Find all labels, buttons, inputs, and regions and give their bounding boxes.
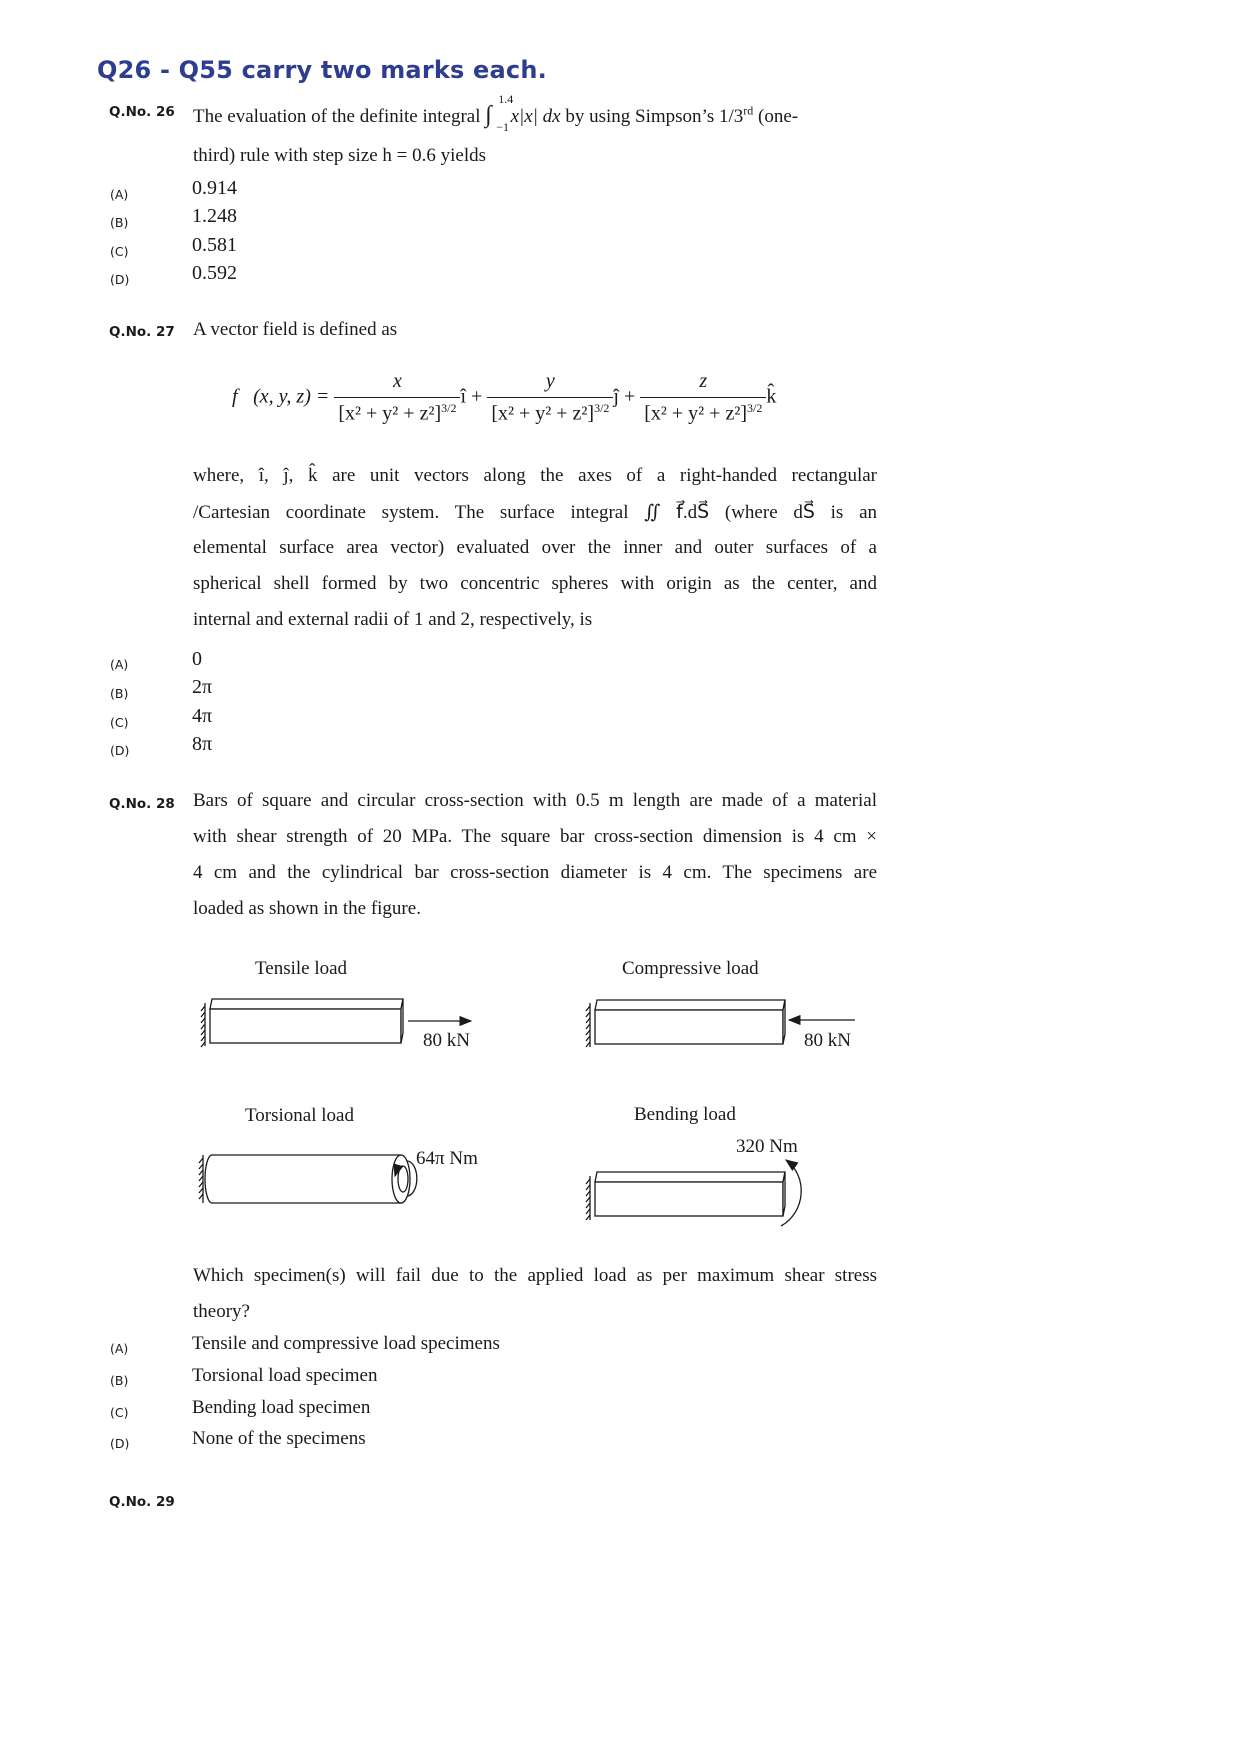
torsional-load-label: Torsional load: [245, 1105, 354, 1126]
bending-load-label: Bending load: [634, 1104, 736, 1125]
q26-option-c-label: (C): [110, 244, 129, 259]
q28-option-a-label: (A): [110, 1341, 129, 1356]
fraction-y: [487, 370, 613, 426]
q27-para-line-5: internal and external radii of 1 and 2, respectively, is: [193, 609, 593, 630]
q28-question-line-2: theory?: [193, 1301, 250, 1322]
bending-moment-label: 320 Nm: [736, 1136, 798, 1157]
fraction-x: [334, 370, 460, 426]
tensile-force-label: 80 kN: [423, 1030, 470, 1051]
fraction-z: [640, 370, 766, 426]
q28-option-d-text: None of the specimens: [192, 1428, 366, 1449]
fraction-x-denominator: $[x^2 + y^2 + z^2]^{3/2}$: [338, 401, 457, 425]
compressive-force-label: 80 kN: [804, 1030, 851, 1051]
q27-option-b-label: (B): [110, 686, 129, 701]
q27-intro: A vector field is defined as: [193, 319, 398, 340]
fraction-z-denominator: $[x^2 + y^2 + z^2]^{3/2}$: [644, 401, 763, 425]
q26-option-a-text: 0.914: [192, 177, 237, 199]
q26-option-d-text: 0.592: [192, 262, 237, 284]
q26-line-2: third) rule with step size h = 0.6 yields: [193, 145, 487, 166]
q28-option-c-text: Bending load specimen: [192, 1397, 371, 1418]
q27-option-b-text: 2π: [192, 676, 213, 698]
integral-upper-limit: 1.4: [498, 92, 514, 106]
q26-text-c: (one-: [753, 106, 799, 127]
q28-para-line-4: loaded as shown in the figure.: [193, 898, 421, 919]
q28-option-b-label: (B): [110, 1373, 129, 1388]
q26-text-b: by using Simpson’s 1/3: [560, 106, 744, 127]
question-number-29: Q.No. 29: [109, 1494, 175, 1510]
q27-para-line-1: where, î, ĵ, k̂ are unit vectors along the axes of a right-handed rectangular: [193, 465, 877, 486]
q26-superscript-rd: rd: [743, 103, 754, 118]
fraction-y-numerator: y: [487, 370, 613, 398]
q27-para-line-2: /Cartesian coordinate system. The surface integral ∬ f⃗.dS⃗ (where dS⃗ is an: [193, 502, 877, 523]
q26-option-a-label: (A): [110, 187, 129, 202]
unit-j: ĵ +: [613, 385, 636, 408]
q26-option-b-text: 1.248: [192, 205, 237, 227]
q28-option-a-text: Tensile and compressive load specimens: [192, 1333, 500, 1354]
question-number-28: Q.No. 28: [109, 796, 175, 812]
vector-field-formula: [232, 370, 776, 426]
torsional-cylinder: [199, 1155, 417, 1203]
q28-para-line-2: with shear strength of 20 MPa. The square bar cross-section dimension is 4 cm ×: [193, 826, 877, 847]
q27-option-d-text: 8π: [192, 733, 213, 755]
tensile-load-label: Tensile load: [255, 958, 348, 979]
fraction-z-numerator: z: [640, 370, 766, 398]
unit-k: k̂: [766, 385, 777, 408]
q26-option-b-label: (B): [110, 215, 129, 230]
q27-option-a-label: (A): [110, 657, 129, 672]
q26-option-d-label: (D): [110, 272, 130, 287]
torsional-moment-label: 64π Nm: [416, 1148, 478, 1169]
q27-option-a-text: 0: [192, 648, 202, 670]
q28-question-line-1: Which specimen(s) will fail due to the applied load as per maximum shear stress: [193, 1265, 877, 1286]
q27-para-line-3: elemental surface area vector) evaluated over the inner and outer surfaces of a: [193, 537, 877, 558]
q28-para-line-3: 4 cm and the cylindrical bar cross-section diameter is 4 cm. The specimens are: [193, 862, 877, 883]
q26-line-1: [193, 92, 877, 134]
fraction-y-denominator: $[x^2 + y^2 + z^2]^{3/2}$: [491, 401, 610, 425]
q27-option-d-label: (D): [110, 743, 130, 758]
q26-integrand: x|x| dx: [505, 106, 561, 127]
q28-option-b-text: Torsional load specimen: [192, 1365, 378, 1386]
q27-option-c-text: 4π: [192, 705, 213, 727]
compressive-load-label: Compressive load: [622, 958, 759, 979]
q28-option-c-label: (C): [110, 1405, 129, 1420]
question-number-27: Q.No. 27: [109, 324, 175, 340]
integral-sign: ∫ 1.4 −1: [485, 92, 514, 134]
integral-lower-limit: −1: [496, 120, 510, 134]
section-title: Q26 - Q55 carry two marks each.: [97, 56, 547, 84]
q28-option-d-label: (D): [110, 1436, 130, 1451]
question-number-26: Q.No. 26: [109, 104, 175, 120]
fraction-x-numerator: x: [334, 370, 460, 398]
q26-text-a: The evaluation of the definite integral: [193, 106, 486, 127]
q28-para-line-1: Bars of square and circular cross-section with 0.5 m length are made of a material: [193, 790, 877, 811]
unit-i: î +: [460, 385, 483, 408]
q27-para-line-4: spherical shell formed by two concentric spheres with origin as the center, and: [193, 573, 877, 594]
formula-lhs: f⃗(x, y, z) =: [232, 385, 330, 408]
bending-bar: [586, 1160, 801, 1226]
q27-option-c-label: (C): [110, 715, 129, 730]
q26-option-c-text: 0.581: [192, 234, 237, 256]
